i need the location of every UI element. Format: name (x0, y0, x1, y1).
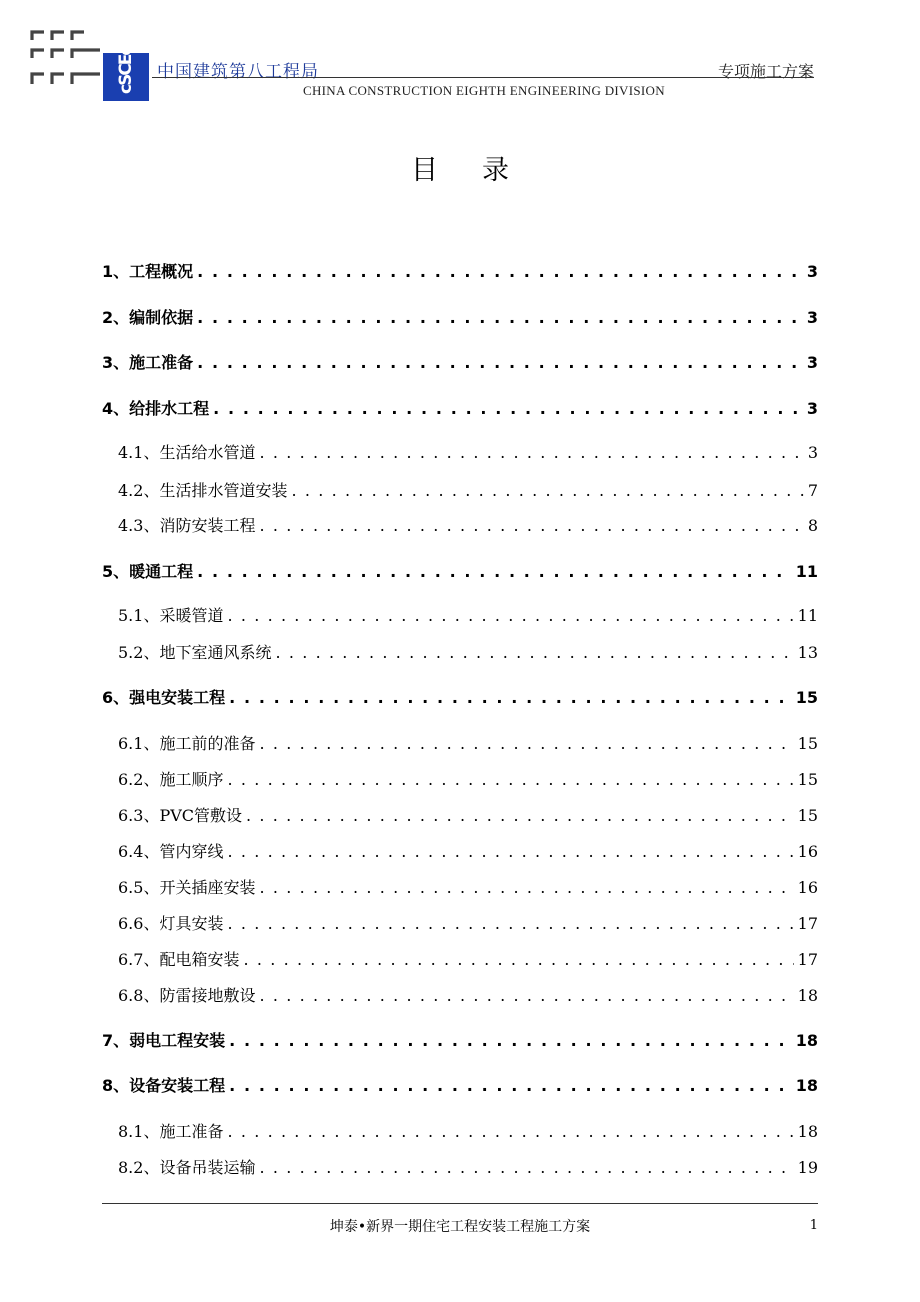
toc-entry-page: 13 (797, 643, 818, 662)
toc-dot-leader (229, 1029, 792, 1053)
toc-entry-label: 2、编制依据 (102, 308, 194, 327)
toc-dot-leader (227, 1120, 793, 1144)
toc-entry[interactable] (118, 514, 818, 538)
page-title: 目录 (411, 155, 553, 186)
toc-entry[interactable] (102, 260, 818, 284)
toc-dot-leader (259, 984, 793, 1008)
toc-entry-page: 18 (797, 1122, 818, 1141)
toc-dot-leader (259, 1156, 793, 1180)
toc-entry-label: 6.1、施工前的准备 (118, 734, 256, 753)
toc-dot-leader (291, 479, 803, 503)
toc-entry-label: 6.3、PVC管敷设 (118, 806, 243, 825)
toc-dot-leader (227, 768, 793, 792)
toc-entry-page: 16 (797, 878, 818, 897)
toc-entry-label: 5.1、采暖管道 (118, 606, 224, 625)
toc-entry-page: 3 (806, 262, 818, 281)
toc-entry[interactable] (118, 604, 818, 628)
toc-dot-leader (197, 306, 803, 330)
toc-entry-page: 18 (795, 1076, 818, 1095)
toc-dot-leader (227, 604, 793, 628)
toc-entry-label: 6、强电安装工程 (102, 688, 226, 707)
toc-entry-page: 15 (797, 770, 818, 789)
footer-page-number: 1 (809, 1218, 818, 1233)
toc-entry[interactable] (118, 1120, 818, 1144)
toc-entry-page: 3 (806, 308, 818, 327)
toc-entry-label: 4.3、消防安装工程 (118, 516, 256, 535)
toc-dot-leader (197, 351, 803, 375)
toc-entry-label: 1、工程概况 (102, 262, 194, 281)
toc-dot-leader (259, 732, 793, 756)
toc-dot-leader (259, 876, 793, 900)
toc-entry-page: 16 (797, 842, 818, 861)
toc-entry[interactable] (102, 306, 818, 330)
toc-entry-label: 6.8、防雷接地敷设 (118, 986, 256, 1005)
toc-entry[interactable] (102, 397, 818, 421)
footer-project-name: 坤泰•新界一期住宅工程安装工程施工方案 (329, 1219, 591, 1235)
document-type: 专项施工方案 (717, 62, 814, 81)
toc-entry-page: 8 (807, 516, 818, 535)
toc-entry-label: 8.1、施工准备 (118, 1122, 224, 1141)
toc-entry[interactable] (118, 641, 818, 665)
toc-entry[interactable] (102, 686, 818, 710)
toc-entry[interactable] (118, 948, 818, 972)
toc-entry-label: 8、设备安装工程 (102, 1076, 226, 1095)
toc-dot-leader (227, 840, 793, 864)
toc-dot-leader (229, 686, 792, 710)
toc-entry[interactable] (118, 1156, 818, 1180)
toc-entry[interactable] (118, 479, 818, 503)
toc-entry[interactable] (118, 840, 818, 864)
toc-entry-page: 18 (795, 1031, 818, 1050)
toc-entry[interactable] (118, 441, 818, 465)
toc-entry-page: 17 (797, 950, 818, 969)
company-english-name: CHINA CONSTRUCTION EIGHTH ENGINEERING DIVISION (303, 83, 665, 98)
toc-entry[interactable] (102, 351, 818, 375)
toc-entry[interactable] (102, 560, 818, 584)
toc-entry-label: 6.7、配电箱安装 (118, 950, 240, 969)
toc-entry-label: 8.2、设备吊装运输 (118, 1158, 256, 1177)
toc-entry-label: 6.2、施工顺序 (118, 770, 224, 789)
toc-dot-leader (197, 560, 792, 584)
company-name: 中国建筑第八工程局 (157, 62, 319, 82)
toc-entry-label: 4.1、生活给水管道 (118, 443, 256, 462)
toc-entry[interactable] (118, 912, 818, 936)
toc-dot-leader (227, 912, 793, 936)
toc-dot-leader (197, 260, 803, 284)
toc-dot-leader (259, 441, 803, 465)
toc-entry-label: 5、暖通工程 (102, 562, 194, 581)
toc-dot-leader (246, 804, 794, 828)
toc-entry-label: 5.2、地下室通风系统 (118, 643, 272, 662)
toc-entry-page: 15 (797, 806, 818, 825)
toc-entry-label: 6.5、开关插座安装 (118, 878, 256, 897)
toc-entry-label: 7、弱电工程安装 (102, 1031, 226, 1050)
toc-entry-page: 11 (797, 606, 818, 625)
logo-text: cSCEc (116, 47, 136, 94)
toc-entry-label: 4、给排水工程 (102, 399, 210, 418)
toc-entry[interactable] (102, 1029, 818, 1053)
toc-dot-leader (275, 641, 793, 665)
toc-entry[interactable] (118, 804, 818, 828)
toc-entry-page: 11 (795, 562, 818, 581)
toc-entry-page: 7 (807, 481, 818, 500)
toc-entry-label: 4.2、生活排水管道安装 (118, 481, 288, 500)
toc-entry-label: 3、施工准备 (102, 353, 194, 372)
toc-entry-page: 3 (806, 353, 818, 372)
toc-entry[interactable] (118, 876, 818, 900)
toc-entry-page: 3 (806, 399, 818, 418)
toc-entry[interactable] (118, 768, 818, 792)
toc-entry[interactable] (118, 984, 818, 1008)
toc-dot-leader (259, 514, 803, 538)
header-divider (152, 77, 814, 78)
toc-dot-leader (213, 397, 803, 421)
toc-entry-label: 6.4、管内穿线 (118, 842, 224, 861)
toc-entry-page: 15 (795, 688, 818, 707)
toc-entry[interactable] (118, 732, 818, 756)
toc-entry-page: 19 (797, 1158, 818, 1177)
toc-entry-label: 6.6、灯具安装 (118, 914, 224, 933)
company-emblem-icon (30, 30, 102, 90)
toc-dot-leader (229, 1074, 792, 1098)
toc-entry-page: 3 (807, 443, 818, 462)
footer-divider (102, 1203, 818, 1204)
toc-entry-page: 17 (797, 914, 818, 933)
company-logo (103, 47, 149, 101)
toc-entry-page: 15 (797, 734, 818, 753)
toc-dot-leader (243, 948, 793, 972)
toc-entry[interactable] (102, 1074, 818, 1098)
toc-entry-page: 18 (797, 986, 818, 1005)
